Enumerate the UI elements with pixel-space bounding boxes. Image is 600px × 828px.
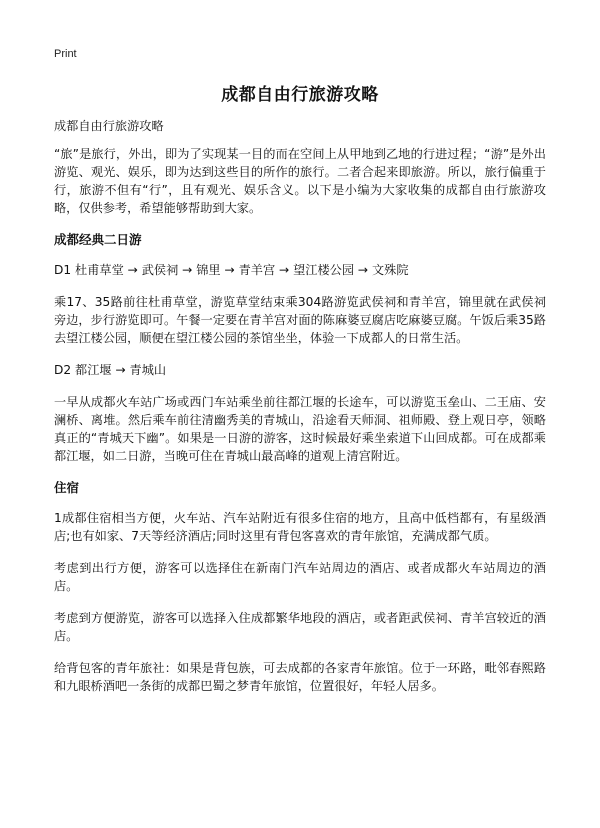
day1-route: D1 杜甫草堂 → 武侯祠 → 锦里 → 青羊宫 → 望江楼公园 → 文殊院 [54, 263, 409, 277]
accommodation-paragraph-2: 考虑到出行方便，游客可以选择住在新南门汽车站周边的酒店、或者成都火车站周边的酒店。 [54, 561, 546, 593]
accommodation-paragraph-4: 给背包客的青年旅社：如果是背包族，可去成都的各家青年旅馆。位于一环路，毗邻春熙路和九眼桥酒吧一条街的成都巴蜀之梦青年旅馆，位置很好，年轻人居多。 [54, 661, 546, 693]
print-link[interactable]: Print [54, 48, 77, 60]
section-heading-two-day-tour: 成都经典二日游 [54, 232, 142, 247]
article-subtitle: 成都自由行旅游攻略 [54, 119, 164, 133]
page-title: 成都自由行旅游攻略 [221, 85, 379, 105]
day2-description: 一早从成都火车站广场或西门车站乘坐前往都江堰的长途车，可以游览玉垒山、二王庙、安澜桥、离堆。然后乘车前往清幽秀美的青城山，沿途看天师洞、祖师殿、登上观日亭，领略真正的“青城天下幽”。如果是一日游的游客，这时候最好乘坐索道下山回成都。可在成都乘都江堰，如二日游，当晚可住在青城山最高峰的道观上清宫附近。 [54, 395, 546, 463]
day1-description: 乘17、35路前往杜甫草堂，游览草堂结束乘304路游览武侯祠和青羊宫，锦里就在武侯祠旁边，步行游览即可。午餐一定要在青羊宫对面的陈麻婆豆腐店吃麻婆豆腐。午饭后乘35路去望江楼公园，顺便在望江楼公园的茶馆坐坐，体验一下成都人的日常生活。 [54, 295, 546, 345]
accommodation-paragraph-3: 考虑到方便游览，游客可以选择入住成都繁华地段的酒店，或者距武侯祠、青羊宫较近的酒店。 [54, 611, 546, 643]
intro-paragraph: “旅”是旅行，外出，即为了实现某一目的而在空间上从甲地到乙地的行进过程；“游”是外出游览、观光、娱乐，即为达到这些目的所作的旅行。二者合起来即旅游。所以，旅行偏重于行，旅游不但有“行”，且有观光、娱乐含义。以下是小编为大家收集的成都自由行旅游攻略，仅供参考，希望能够帮助到大家。 [54, 147, 546, 215]
day2-route: D2 都江堰 → 青城山 [54, 363, 167, 377]
section-heading-accommodation: 住宿 [54, 480, 80, 495]
accommodation-paragraph-1: 1成都住宿相当方便，火车站、汽车站附近有很多住宿的地方，且高中低档都有，有星级酒店;也有如家、7天等经济酒店;同时这里有背包客喜欢的青年旅馆，充满成都气质。 [54, 511, 546, 543]
article-body [54, 117, 546, 709]
